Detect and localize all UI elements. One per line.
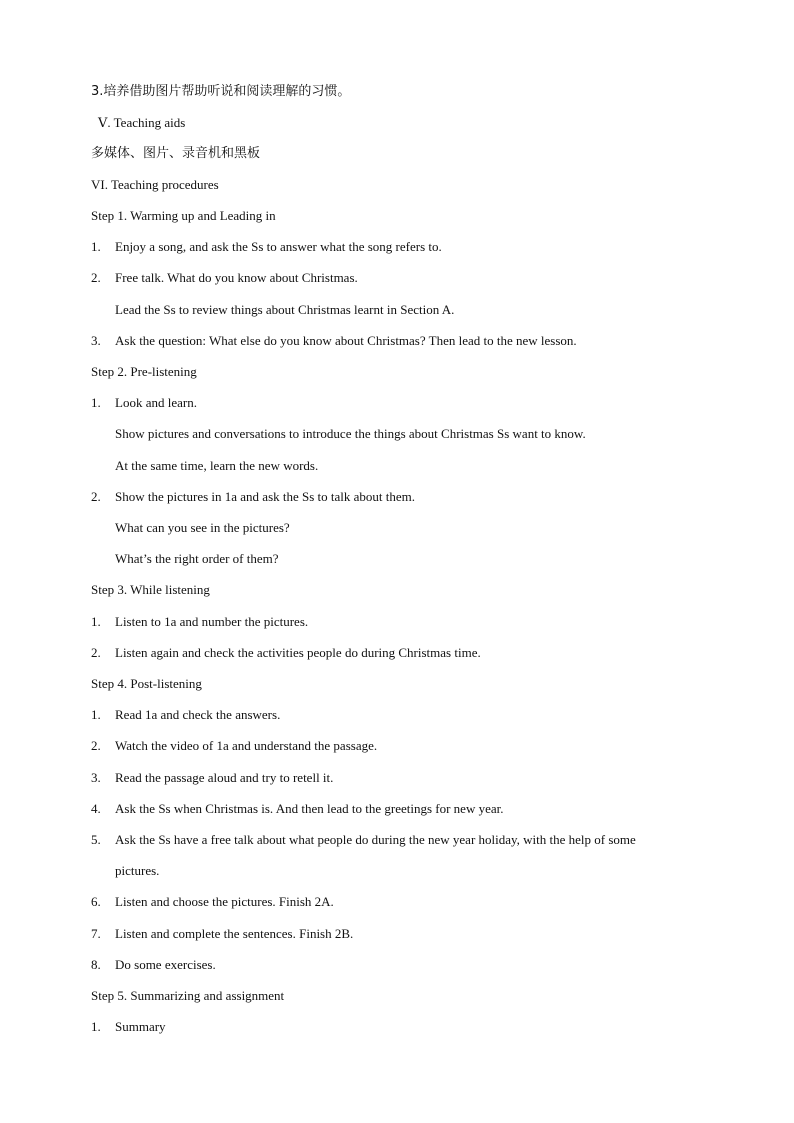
list-item: Enjoy a song, and ask the Ss to answer what the song refers to. xyxy=(115,239,442,254)
list-item-continuation: pictures. xyxy=(115,863,160,878)
list-number: 1. xyxy=(91,1019,101,1034)
list-item-continuation: What’s the right order of them? xyxy=(115,551,279,566)
list-number: 2. xyxy=(91,738,101,753)
list-item: Listen and complete the sentences. Finish 2B. xyxy=(115,926,354,941)
list-item-continuation: Show pictures and conversations to introduce the things about Christmas Ss want to know. xyxy=(115,426,586,441)
list-number: 1. xyxy=(91,239,101,254)
list-number: 2. xyxy=(91,489,101,504)
list-number: 3. xyxy=(91,770,101,785)
list-item: Listen again and check the activities people do during Christmas time. xyxy=(115,645,481,660)
list-number: 1. xyxy=(91,395,101,410)
list-number: 8. xyxy=(91,957,101,972)
list-item: Free talk. What do you know about Christmas. xyxy=(115,270,358,285)
list-number: 2. xyxy=(91,270,101,285)
step-4-title: Step 4. Post-listening xyxy=(91,676,202,691)
step-5-title: Step 5. Summarizing and assignment xyxy=(91,988,285,1003)
list-item: Summary xyxy=(115,1019,166,1034)
list-item-continuation: At the same time, learn the new words. xyxy=(115,458,319,473)
list-number: 6. xyxy=(91,894,101,909)
list-item: Read 1a and check the answers. xyxy=(115,707,281,722)
list-item: Ask the question: What else do you know about Christmas? Then lead to the new lesson. xyxy=(115,333,577,348)
step-3-title: Step 3. While listening xyxy=(91,582,210,597)
step-1-title: Step 1. Warming up and Leading in xyxy=(91,208,276,223)
list-number: 3. xyxy=(91,333,101,348)
list-number: 4. xyxy=(91,801,101,816)
teaching-aids-text: 多媒体、图片、录音机和黑板 xyxy=(91,146,261,161)
list-item: Show the pictures in 1a and ask the Ss to talk about them. xyxy=(115,489,416,504)
section-v-heading: Ⅴ. Teaching aids xyxy=(98,115,186,130)
list-item: Watch the video of 1a and understand the passage. xyxy=(115,738,378,753)
list-number: 1. xyxy=(91,707,101,722)
list-number: 2. xyxy=(91,645,101,660)
list-item: Look and learn. xyxy=(115,395,197,410)
list-number: 7. xyxy=(91,926,101,941)
list-item: Listen to 1a and number the pictures. xyxy=(115,614,309,629)
list-item: Listen and choose the pictures. Finish 2A. xyxy=(115,894,334,909)
list-item-continuation: Lead the Ss to review things about Christmas learnt in Section A. xyxy=(115,302,455,317)
list-item-continuation: What can you see in the pictures? xyxy=(115,520,290,535)
list-number: 5. xyxy=(91,832,101,847)
list-item: Read the passage aloud and try to retell it. xyxy=(115,770,334,785)
list-item: Ask the Ss have a free talk about what people do during the new year holiday, with the help of some xyxy=(115,832,636,847)
list-number: 1. xyxy=(91,614,101,629)
list-item: Ask the Ss when Christmas is. And then lead to the greetings for new year. xyxy=(115,801,504,816)
step-2-title: Step 2. Pre-listening xyxy=(91,364,197,379)
section-vi-heading: VI. Teaching procedures xyxy=(91,177,219,192)
list-item: Do some exercises. xyxy=(115,957,216,972)
goal-3-text: 3.培养借助图片帮助听说和阅读理解的习惯。 xyxy=(91,84,351,99)
